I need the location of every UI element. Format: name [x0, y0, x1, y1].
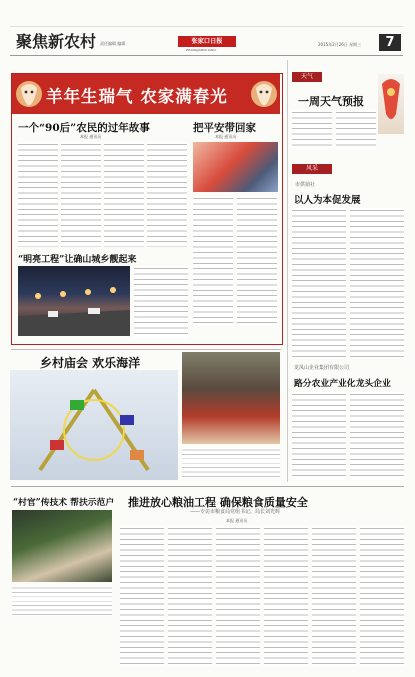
- story2-body-col1: [193, 196, 233, 326]
- weather-illustration: [378, 74, 404, 134]
- scene-headline: 以人为本促发展: [294, 195, 361, 206]
- scene-body-col2: [350, 208, 404, 358]
- grain-body-col1: [120, 526, 164, 666]
- weather-section-tag: [292, 72, 322, 82]
- enterprise-headline: 路分农业产业化龙头企业: [294, 379, 391, 389]
- story3-night-photo: [18, 266, 130, 336]
- header-date: 2015年2月26日 星期三: [318, 42, 362, 47]
- weather-section-label: 天气: [300, 73, 313, 80]
- story1-body-col4: [147, 142, 187, 247]
- header-rule: [10, 55, 403, 56]
- story2-photo: [193, 142, 278, 192]
- story3-headline: “明亮工程”让确山城乡靓起来: [18, 255, 137, 265]
- weather-body-col1: [292, 110, 332, 150]
- temple-fair-swing-photo: [10, 370, 178, 480]
- story2-headline: 把平安带回家: [193, 122, 256, 134]
- weather-body-col2: [336, 110, 376, 150]
- scene-section-label: 风采: [305, 165, 318, 172]
- grain-byline: 本报 通讯员: [226, 518, 248, 523]
- grain-body-col4: [264, 526, 308, 666]
- grain-body-col5: [312, 526, 356, 666]
- story2-byline: 本报 通讯员: [215, 134, 237, 139]
- village-official-headline: “村官”传技术 帮扶示范户: [13, 498, 115, 508]
- scene-section-tag: [292, 164, 332, 174]
- weather-headline: 一周天气预报: [298, 95, 364, 108]
- story2-body-col2: [237, 196, 277, 326]
- story1-body-col3: [104, 142, 144, 247]
- grain-subtitle: ——专访市粮食局党组书记、局长刘光辉: [190, 509, 281, 515]
- story1-body-col2: [61, 142, 101, 247]
- temple-fair-crowd-photo: [182, 352, 280, 444]
- goat-right-icon: [250, 78, 278, 110]
- scene-kicker: 市供销社: [295, 182, 316, 188]
- page-number: 7: [379, 34, 401, 51]
- story1-headline: 一个“90后”农民的过年故事: [18, 122, 150, 134]
- section-title: 聚焦新农村: [16, 32, 97, 51]
- enterprise-kicker: 龙凤山企业集团有限公司: [294, 365, 350, 371]
- logo-subtitle: ZHANGJIAKOU DAILY: [186, 48, 217, 52]
- newspaper-logo: 张家口日报: [178, 36, 236, 47]
- grain-body-col3: [216, 526, 260, 666]
- story3-body-col1: [134, 266, 188, 338]
- grain-body-col2: [168, 526, 212, 666]
- temple-fair-headline: 乡村庙会 欢乐海洋: [40, 356, 141, 370]
- goat-left-icon: [15, 78, 43, 110]
- temple-section-rule: [11, 349, 281, 350]
- page-header: [0, 0, 415, 56]
- header-meta: 责任编辑 编辑: [100, 41, 126, 46]
- right-column-divider: [287, 60, 288, 482]
- grain-body-col6: [360, 526, 404, 666]
- story1-byline: 本报 通讯员: [80, 134, 102, 139]
- bottom-rule: [11, 486, 404, 487]
- enterprise-body-col2: [350, 392, 404, 480]
- lead-banner-title: 羊年生瑞气 农家满春光: [46, 87, 228, 106]
- village-official-photo: [12, 510, 112, 582]
- village-official-caption: [12, 586, 112, 616]
- lead-banner: [12, 74, 280, 114]
- scene-body-col1: [292, 208, 346, 358]
- grain-headline: 推进放心粮油工程 确保粮食质量安全: [128, 496, 308, 509]
- enterprise-body-col1: [292, 392, 346, 480]
- story1-body-col1: [18, 142, 58, 247]
- temple-fair-caption: [182, 448, 280, 478]
- top-rule: [10, 26, 403, 27]
